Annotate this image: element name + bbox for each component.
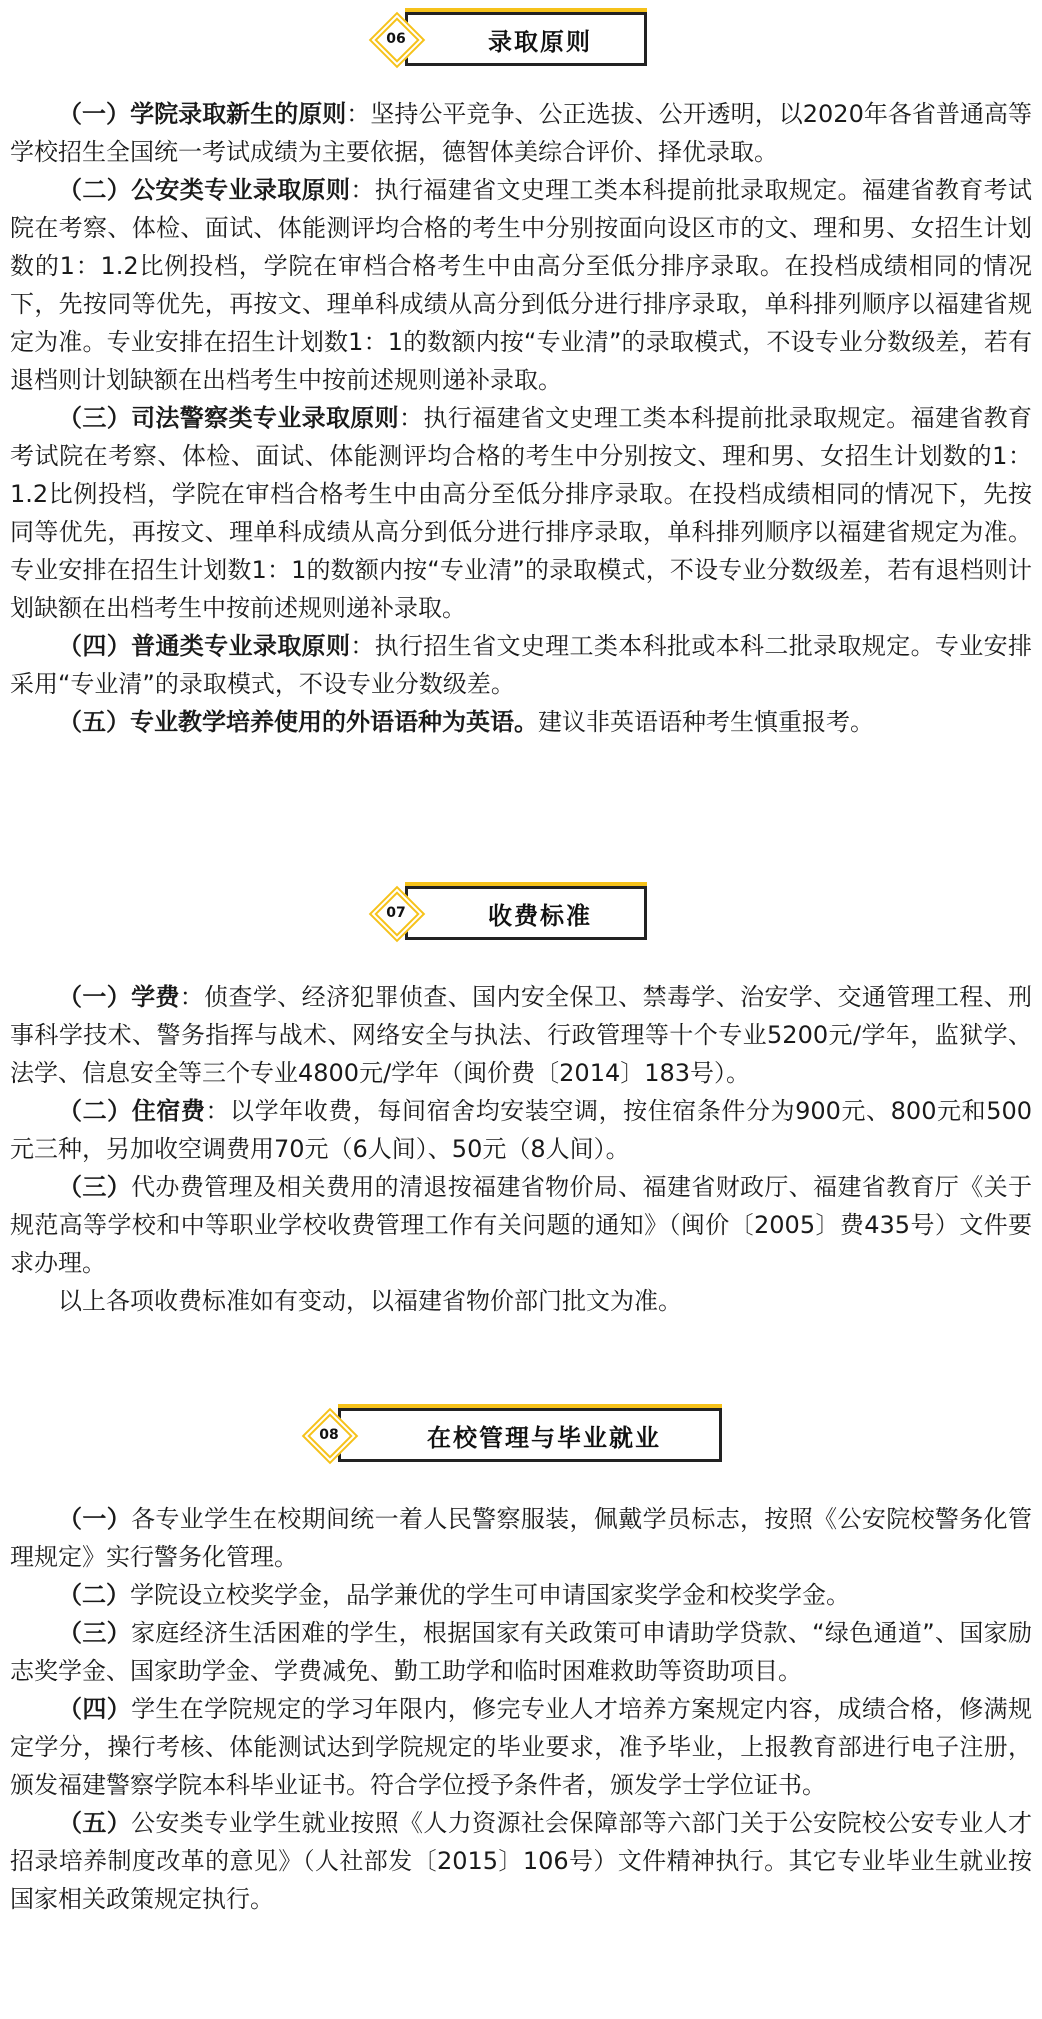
paragraph-lead: （二） <box>58 1581 130 1609</box>
paragraph <box>10 399 1032 627</box>
paragraph <box>10 95 1032 171</box>
paragraph-text: 学院设立校奖学金，品学兼优的学生可申请国家奖学金和校奖学金。 <box>130 1581 850 1609</box>
paragraph-text: ：执行福建省文史理工类本科提前批录取规定。福建省教育考试院在考察、体检、面试、体能测评均合格的考生中分别按文、理和男、女招生计划数的1：1.2比例投档，学院在审档合格考生中由高分至低分排序录取。在投档成绩相同的情况下，先按同等优先，再按文、理单科成绩从高分到低分进行排序录取，单科排列顺序以福建省规定为准。专业安排在招生计划数1：1的数额内按“专业清”的录取模式，不设专业分数级差，若有退档则计划缺额在出档考生中按前述规则递补录取。 <box>10 404 1033 622</box>
section-number: 08 <box>319 1427 339 1443</box>
paragraph-text: 学生在学院规定的学习年限内，修完专业人才培养方案规定内容，成绩合格，修满规定学分，操行考核、体能测试达到学院规定的毕业要求，准予毕业，上报教育部进行电子注册，颁发福建警察学院本科毕业证书。符合学位授予条件者，颁发学士学位证书。 <box>10 1695 1032 1799</box>
paragraph-lead: （三） <box>58 1173 132 1201</box>
paragraph <box>10 703 1032 741</box>
section-number: 07 <box>386 905 406 921</box>
paragraph-text: ：执行福建省文史理工类本科提前批录取规定。福建省教育考试院在考察、体检、面试、体能测评均合格的考生中分别按面向设区市的文、理和男、女招生计划数的1：1.2比例投档，学院在审档合格考生中由高分至低分排序录取。在投档成绩相同的情况下，先按同等优先，再按文、理单科成绩从高分到低分进行排序录取，单科排列顺序以福建省规定为准。专业安排在招生计划数1：1的数额内按“专业清”的录取模式，不设专业分数级差，若有退档则计划缺额在出档考生中按前述规则递补录取。 <box>10 176 1033 394</box>
paragraph <box>10 978 1032 1092</box>
paragraph-lead: （三）司法警察类专业录取原则 <box>58 404 400 432</box>
section-body-06 <box>10 95 1032 741</box>
paragraph <box>10 1500 1032 1576</box>
paragraph <box>10 1282 1032 1320</box>
paragraph-lead: （三） <box>58 1619 131 1647</box>
paragraph <box>10 1804 1032 1918</box>
paragraph-lead: （五） <box>58 1809 132 1837</box>
paragraph-text: 公安类专业学生就业按照《人力资源社会保障部等六部门关于公安院校公安专业人才招录培养制度改革的意见》（人社部发〔2015〕106号）文件精神执行。其它专业毕业生就业按国家相关政策规定执行。 <box>10 1809 1032 1913</box>
section-number-badge <box>371 888 423 940</box>
section-number: 06 <box>386 31 406 47</box>
section-title: 录取原则 <box>488 27 592 56</box>
section-body-08 <box>10 1500 1032 1918</box>
paragraph-lead: （五）专业教学培养使用的外语语种为英语。 <box>58 708 538 736</box>
paragraph <box>10 627 1032 703</box>
paragraph <box>10 1092 1032 1168</box>
section-title: 在校管理与毕业就业 <box>427 1423 661 1452</box>
paragraph-text: 建议非英语语种考生慎重报考。 <box>538 708 874 736</box>
paragraph-text: ：坚持公平竞争、公正选拔、公开透明，以2020年各省普通高等学校招生全国统一考试成绩为主要依据，德智体美综合评价、择优录取。 <box>10 100 1033 166</box>
section-number-badge <box>371 14 423 66</box>
paragraph-lead: （一）学院录取新生的原则 <box>58 100 347 128</box>
section-header-06 <box>386 8 647 66</box>
section-number-badge <box>304 1410 356 1462</box>
paragraph-lead: （四） <box>58 1695 132 1723</box>
paragraph-text: 代办费管理及相关费用的清退按福建省物价局、福建省财政厅、福建省教育厅《关于规范高等学校和中等职业学校收费管理工作有关问题的通知》（闽价〔2005〕费435号）文件要求办理。 <box>10 1173 1032 1277</box>
section-body-07 <box>10 978 1032 1320</box>
section-header-08 <box>319 1404 722 1462</box>
paragraph-lead: （二）公安类专业录取原则 <box>58 176 351 204</box>
paragraph-lead: （四）普通类专业录取原则 <box>58 632 351 660</box>
paragraph-lead: （二）住宿费 <box>58 1097 206 1125</box>
section-title: 收费标准 <box>488 901 592 930</box>
paragraph-text: 各专业学生在校期间统一着人民警察服装，佩戴学员标志，按照《公安院校警务化管理规定》实行警务化管理。 <box>10 1505 1032 1571</box>
paragraph-text: 以上各项收费标准如有变动，以福建省物价部门批文为准。 <box>58 1287 682 1315</box>
paragraph <box>10 1614 1032 1690</box>
paragraph-text: ：以学年收费，每间宿舍均安装空调，按住宿条件分为900元、800元和500元三种，另加收空调费用70元（6人间）、50元（8人间）。 <box>10 1097 1032 1163</box>
section-header-07 <box>386 882 647 940</box>
paragraph <box>10 1690 1032 1804</box>
paragraph <box>10 1576 1032 1614</box>
paragraph-lead: （一）学费 <box>58 983 180 1011</box>
paragraph-text: ：执行招生省文史理工类本科批或本科二批录取规定。专业安排采用“专业清”的录取模式，不设专业分数级差。 <box>10 632 1033 698</box>
paragraph <box>10 1168 1032 1282</box>
paragraph <box>10 171 1032 399</box>
paragraph-text: 家庭经济生活困难的学生，根据国家有关政策可申请助学贷款、“绿色通道”、国家励志奖学金、国家助学金、学费减免、勤工助学和临时困难救助等资助项目。 <box>10 1619 1032 1685</box>
paragraph-lead: （一） <box>58 1505 132 1533</box>
paragraph-text: ：侦查学、经济犯罪侦查、国内安全保卫、禁毒学、治安学、交通管理工程、刑事科学技术、警务指挥与战术、网络安全与执法、行政管理等十个专业5200元/学年，监狱学、法学、信息安全等三个专业4800元/学年（闽价费〔2014〕183号）。 <box>10 983 1032 1087</box>
